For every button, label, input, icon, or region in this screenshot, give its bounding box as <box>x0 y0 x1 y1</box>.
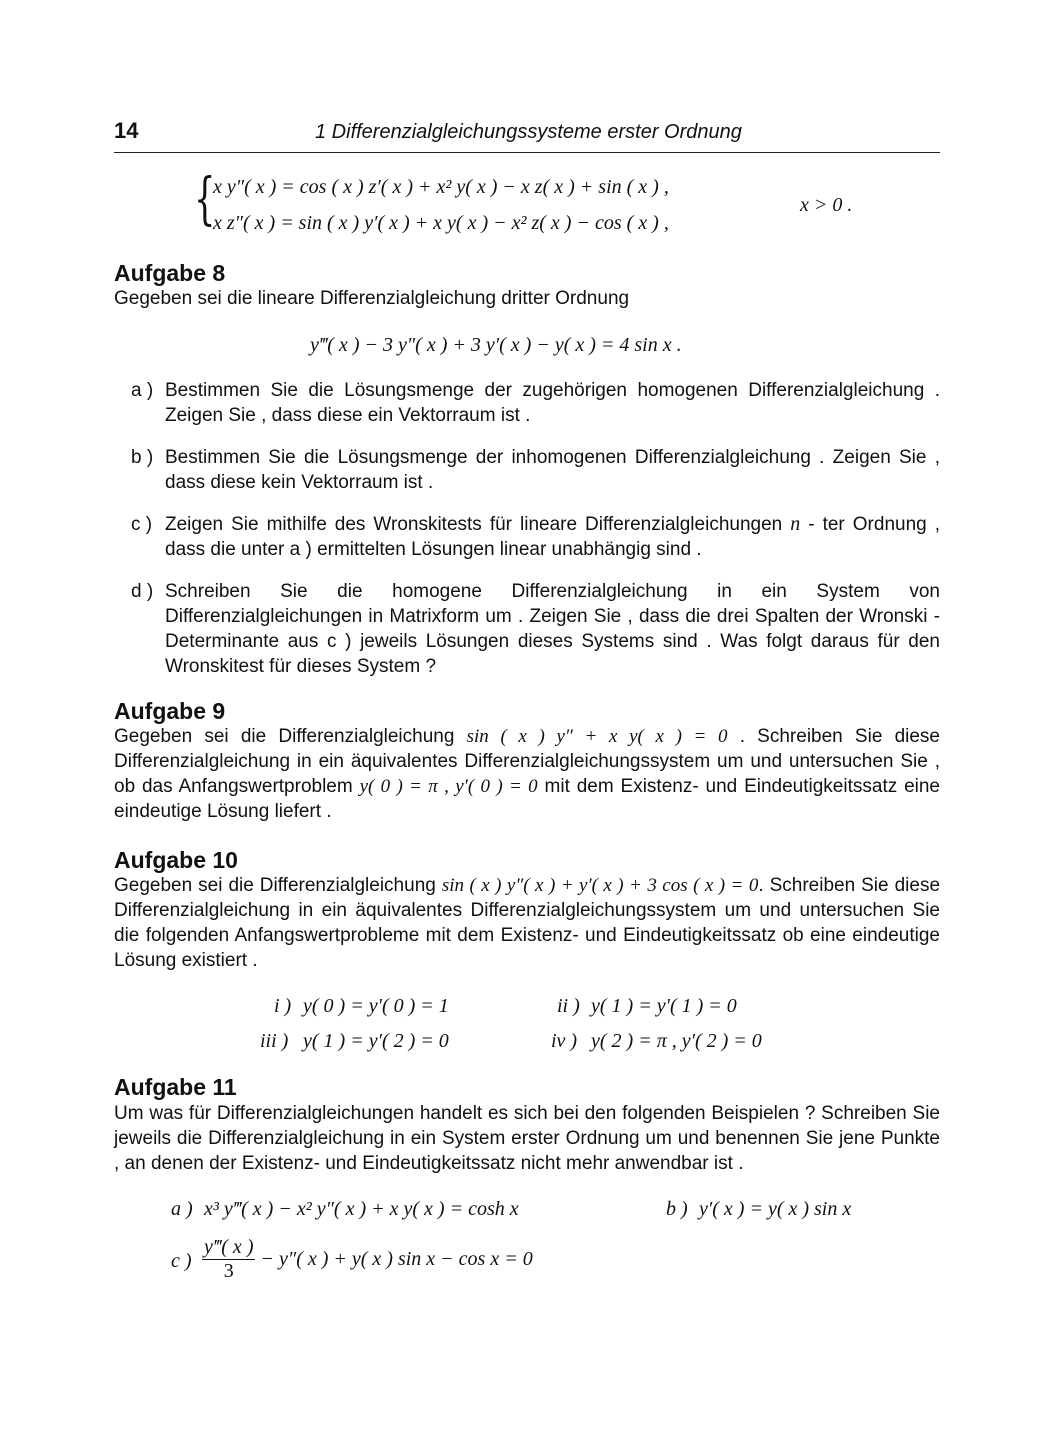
aufgabe-11-title: Aufgabe 11 <box>114 1074 237 1100</box>
text-part: . Schreiben Sie diese Differenzialgleichung in ein äquivalentes Differenzialgleichungssystem um und untersuchen Sie die folgenden Anfangswertprobleme mit dem Existenz- und Eindeutigkeitssatz ob eine eindeutige Lösung existiert . <box>114 875 941 971</box>
aufgabe-9-text <box>114 724 940 824</box>
case-ii-label: ii ) <box>557 995 580 1017</box>
item-label: b ) <box>131 447 154 468</box>
case-i-label: i ) <box>274 995 292 1017</box>
text-part: . Schreiben Sie diese Differenzialgleichung in ein äquivalentes Differenzialgleichungssystem um und untersuchen Sie , ob das Anfangswertproblem <box>114 726 940 797</box>
item-text-before: Zeigen Sie mithilfe des Wronskitests für lineare Differenzialgleichungen <box>165 514 783 535</box>
case-iv-label: iv ) <box>551 1030 578 1052</box>
math-n: n <box>790 513 801 535</box>
ex-c-rest: − y″( x ) + y( x ) sin x − cos x = 0 <box>260 1248 533 1270</box>
page-number: 14 <box>114 118 139 143</box>
system-line-1: x y″( x ) = cos ( x ) z′( x ) + x² y( x ) − x z( x ) + sin ( x ) , <box>213 176 669 198</box>
item-label: a ) <box>131 380 154 401</box>
case-i-expr: y( 0 ) = y′( 0 ) = 1 <box>303 995 449 1017</box>
math-inline: y( 0 ) = π , y′( 0 ) = 0 <box>359 776 538 797</box>
math-inline: sin ( x ) y″ + x y( x ) = 0 <box>466 726 728 747</box>
item-text: Bestimmen Sie die Lösungsmenge der inhomogenen Differenzialgleichung . Zeigen Sie , dass diese kein Vektorraum ist . <box>165 447 940 493</box>
ex-c-denominator: 3 <box>223 1260 234 1282</box>
item-label: d ) <box>131 581 154 602</box>
case-iii-label: iii ) <box>260 1030 289 1052</box>
aufgabe-10-text <box>114 873 940 973</box>
aufgabe-8-intro: Gegeben sei die lineare Differenzialgleichung dritter Ordnung <box>114 288 630 309</box>
case-iii-expr: y( 1 ) = y′( 2 ) = 0 <box>303 1030 449 1052</box>
case-ii-expr: y( 1 ) = y′( 1 ) = 0 <box>591 995 737 1017</box>
item-text-after: - ter Ordnung , dass die unter a ) ermittelten Lösungen linear unabhängig sind . <box>165 514 940 560</box>
ex-c-label: c ) <box>171 1250 192 1272</box>
math-inline: sin ( x ) y″( x ) + y′( x ) + 3 cos ( x ) = 0 <box>441 875 759 896</box>
aufgabe-11-text: Um was für Differenzialgleichungen handelt es sich bei den folgenden Beispielen ? Schreiben Sie jeweils die Differenzialgleichung in ein System erster Ordnung um und benennen Sie jene Punkte , an denen der Existenz- und Eindeutigkeitssatz nicht mehr anwendbar ist . <box>114 1103 940 1174</box>
aufgabe-8-equation: y‴( x ) − 3 y″( x ) + 3 y′( x ) − y( x ) = 4 sin x . <box>310 334 682 356</box>
item-text: Bestimmen Sie die Lösungsmenge der zugehörigen homogenen Differenzialgleichung . Zeigen Sie , dass diese ein Vektorraum ist . <box>165 380 940 426</box>
system-brace: { <box>194 167 216 232</box>
chapter-title: 1 Differenzialgleichungssysteme erster Ordnung <box>315 121 742 143</box>
item-text: Schreiben Sie die homogene Differenzialgleichung in ein System von Differenzialgleichungen in Matrixform um . Zeigen Sie , dass die drei Spalten der Wronski - Determinante aus c ) jeweils Lösungen dieses Systems sind . Was folgt daraus für den Wronskitest für dieses System ? <box>165 581 940 677</box>
ex-b-expr: y′( x ) = y( x ) sin x <box>699 1198 852 1220</box>
page-header <box>114 118 940 153</box>
item-text <box>165 512 940 562</box>
ex-a-expr: x³ y‴( x ) − x² y″( x ) + x y( x ) = cosh x <box>204 1198 519 1220</box>
system-line-2: x z″( x ) = sin ( x ) y′( x ) + x y( x ) − x² z( x ) − cos ( x ) , <box>213 212 669 234</box>
aufgabe-8-title: Aufgabe 8 <box>114 260 226 286</box>
ex-a-label: a ) <box>171 1198 193 1220</box>
book-page <box>114 0 940 1455</box>
text-part: mit dem Existenz- und Eindeutigkeitssatz eine eindeutige Lösung liefert . <box>114 776 941 822</box>
ex-c-expr <box>202 1236 533 1283</box>
aufgabe-10-title: Aufgabe 10 <box>114 847 238 873</box>
case-iv-expr: y( 2 ) = π , y′( 2 ) = 0 <box>591 1030 762 1052</box>
ex-c-numerator: y‴( x ) <box>204 1236 254 1258</box>
text-part: Gegeben sei die Differenzialgleichung <box>114 875 436 896</box>
ex-b-label: b ) <box>666 1198 688 1220</box>
item-label: c ) <box>131 514 153 535</box>
aufgabe-9-title: Aufgabe 9 <box>114 698 226 724</box>
system-condition: x > 0 . <box>800 194 853 216</box>
ex-c-fraction <box>202 1236 255 1283</box>
text-part: Gegeben sei die Differenzialgleichung <box>114 726 455 747</box>
